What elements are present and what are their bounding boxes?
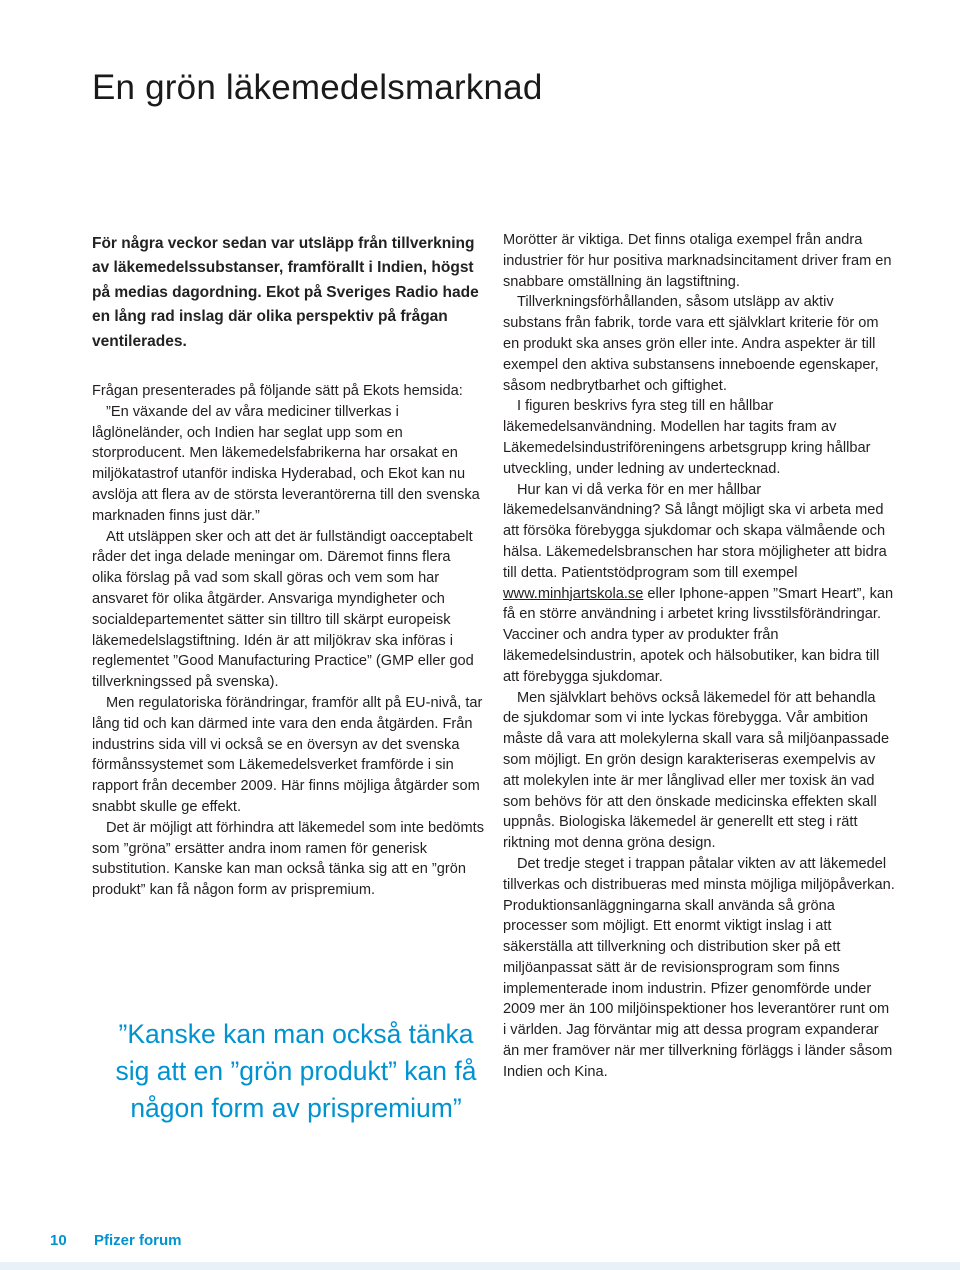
body-paragraph: Men självklart behövs också läkemedel för att behandla de sjukdomar som vi inte lyckas förebygga. Vår ambition måste då vara att molekylerna skall vara så miljöanpassade som möjligt. En grön design karakteriseras exempelvis av att molekylen inte är mer långlivad eller mer toxisk än vad som behövs för att den önskade medicinska effekten skall uppnås. Biologiska läkemedel är generellt ett steg i rätt riktning mot denna gröna design. bbox=[503, 689, 890, 852]
right-column bbox=[503, 230, 895, 1083]
lead-paragraph: För några veckor sedan var utsläpp från tillverkning av läkemedelssubstanser, framförallt i Indien, högst på medias dagordning. Ekot på Sveriges Radio hade en lång rad inslag där olika perspektiv på frågan ventilerades. bbox=[92, 235, 479, 350]
body-paragraph: ”En växande del av våra mediciner tillverkas i låglöneländer, och Indien har seglat upp som en storproducent. Men läkemedelsfabrikerna har orsakat en miljökatastrof utanför indiska Hyderabad, och Ekot kan nu avslöja att flera av de största leverantörerna till den svenska marknaden finns just där.” bbox=[92, 403, 480, 524]
page-number: 10 bbox=[50, 1232, 67, 1249]
body-paragraph: Tillverkningsförhållanden, såsom utsläpp av aktiv substans från fabrik, torde vara ett självklart kriterie för om en produkt ska anses grön eller inte. Andra aspekter är till exempel den aktiva substansens inneboende egenskaper, såsom nedbrytbarhet och giftighet. bbox=[503, 294, 879, 394]
page-footer bbox=[0, 1224, 960, 1258]
paragraph-text: eller Iphone-appen ”Smart Heart”, kan få en större användning i arbetet kring livsstilsförändringar. Vacciner och andra typer av produkter från läkemedelsindustrin, apotek och hälsobutiker, kan bidra till att förebygga sjukdomar. bbox=[503, 585, 894, 685]
body-paragraph: I figuren beskrivs fyra steg till en hållbar läkemedelsanvändning. Modellen har tagits fram av Läkemedelsindustriföreningens arbetsgrupp kring hållbar utveckling, under ledning av undertecknad. bbox=[503, 398, 871, 477]
body-paragraph: Det är möjligt att förhindra att läkemedel som inte bedömts som ”gröna” ersätter andra inom ramen för generisk substitution. Kanske kan man också tänka sig att en ”grön produkt” kan få någon form av prispremium. bbox=[92, 819, 484, 899]
body-paragraph: Frågan presenterades på följande sätt på Ekots hemsida: bbox=[92, 383, 463, 400]
body-paragraph: Att utsläppen sker och att det är fullständigt oacceptabelt råder det inga delade meningar om. Däremot finns flera olika förslag på vad som skall göras och vem som har ansvaret för olika åtgärder. Ansvariga myndigheter och socialdepartementet sätter sin tilltro till skärpt europeisk läkemedelslagstiftning. Idén är att miljökrav ska införas i reglementet ”Good Manufacturing Practice” (GMP eller god tillverkningssed på svenska). bbox=[92, 528, 474, 691]
bottom-strip bbox=[0, 1262, 960, 1270]
body-paragraph bbox=[503, 480, 895, 688]
publication-name: Pfizer forum bbox=[94, 1232, 182, 1249]
website-link[interactable]: www.minhjartskola.se bbox=[503, 585, 644, 602]
page-title: En grön läkemedelsmarknad bbox=[92, 68, 543, 107]
paragraph-text: Hur kan vi då verka för en mer hållbar läkemedelsanvändning? Så långt möjligt ska vi arbeta med att försöka förebygga sjukdomar och skapa välmående och hälsa. Läkemedelsbranschen har stora möjligheter att bidra till detta. Patientstödprogram som till exempel bbox=[503, 481, 887, 581]
body-paragraph: Det tredje steget i trappan påtalar vikten av att läkemedel tillverkas och distribueras med minsta möjliga miljöpåverkan. Produktionsanläggningarna skall använda så gröna processer som möjligt. Ett enormt viktigt inslag i att säkerställa att tillverkning och distribution sker på ett miljöanpassat sätt är de revisionsprogram som finns implementerade inom industrin. Pfizer genomförde under 2009 mer än 100 miljöinspektioner hos leverantörer runt om i världen. Jag förväntar mig att dessa program expanderar än mer framöver när mer tillverkning förläggs i länder såsom Indien och Kina. bbox=[503, 855, 895, 1080]
body-paragraph: Men regulatoriska förändringar, framför allt på EU-nivå, tar lång tid och kan därmed inte vara den enda åtgärden. Från industrins sida vill vi också se en översyn av det svenska förmånssystemet som Läkemedelsverket framförde i sin rapport från december 2009. Här finns möjliga åtgärder som snabbt skulle ge effekt. bbox=[92, 694, 483, 815]
pull-quote: ”Kanske kan man också tänka sig att en ”grön produkt” kan få någon form av prispremium” bbox=[115, 1019, 477, 1123]
body-paragraph: Morötter är viktiga. Det finns otaliga exempel från andra industrier för hur positiva marknadsincitament driver fram en snabbare omställning än lagstiftning. bbox=[503, 232, 892, 290]
left-column bbox=[92, 232, 484, 901]
